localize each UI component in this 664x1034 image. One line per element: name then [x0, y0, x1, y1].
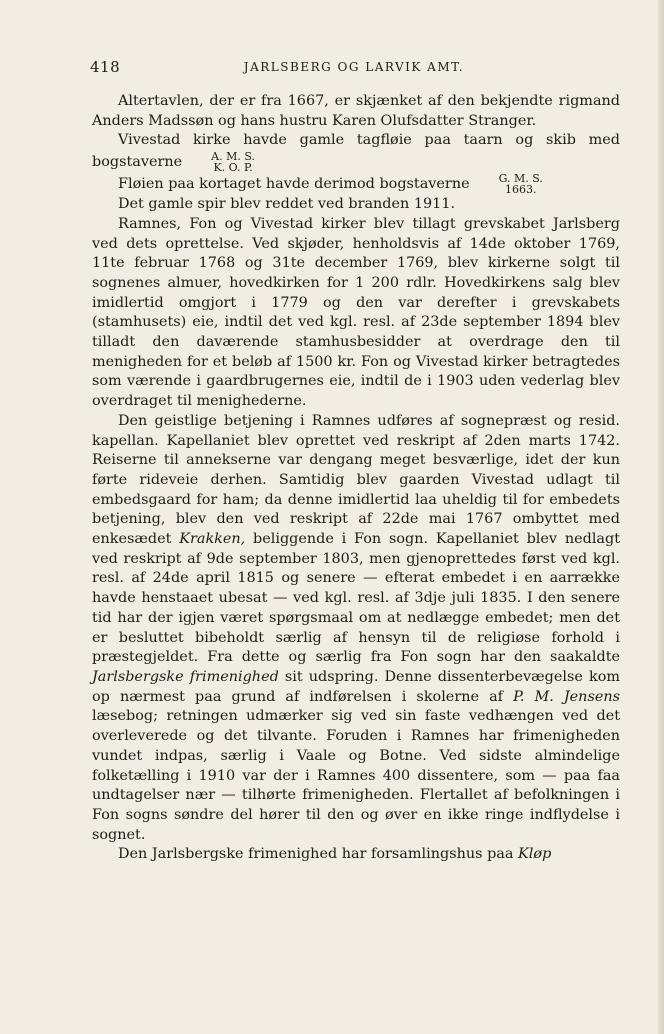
paragraph-kirker-salg: Ramnes, Fon og Vivestad kirker blev tillagt grevskabet Jarlsberg ved dets oprettelse. Ved skjøder, henholdsvis af 14de oktober 1769, 11te februar 1768 og 31te december 1769, blev kirkerne solgt til sognenes almuer, hovedkirken for 1 200 rdlr. Hovedkirkens salg blev imidlertid omgjort i 1779 og den var derefter i grevskabets (stamhusets) eie, indtil det ved kgl. resl. af 23de september 1894 blev tilladt den daværende stamhusbesidder at overdrage den til menigheden for et beløb af 1500 kr. Fon og Vivestad kirker betragtedes som værende i gaardbrugernes eie, indtil de i 1903 uden vederlag blev overdraget til menighederne. [92, 215, 620, 410]
paragraph-kortaget [92, 173, 620, 195]
fraction-top: G. M. S. [498, 172, 543, 186]
text-run: Den Jarlsbergske frimenighed har forsamlingshus paa [118, 846, 514, 863]
term-frimenighed: Jarlsbergske frimenighed [92, 668, 279, 685]
running-title: JARLSBERG OG LARVIK AMT. [243, 60, 465, 74]
page-header [90, 58, 618, 82]
paragraph-forsamlingshus [92, 845, 620, 865]
place-klop: Kløp [518, 846, 552, 863]
name-jensen: P. M. Jensens [513, 688, 621, 705]
text-run: beliggende i Fon sogn. Kapellaniet blev nedlagt ved reskript af 9de september 1803, men gjenoprettedes først ved kgl. resl. af 24de april 1815 og senere — efterat embedet i en aarrække havde henstaaet ubesat — ved kgl. resl. af 3dje juli 1835. I den senere tid har der igjen været spørgsmaal om at nedlægge embedet; men det er besluttet bibeholdt særlig af hensyn til de religiøse forhold i præstegjeldet. Fra dette og særlig fra Fon sogn har den saakaldte [92, 531, 621, 666]
fraction-bottom: 1663. [505, 183, 537, 197]
page-edge [658, 0, 664, 1034]
paragraph-spir: Det gamle spir blev reddet ved branden 1911. [118, 196, 456, 213]
letters-fraction-1 [185, 151, 255, 173]
fraction-top: A. M. S. [211, 150, 255, 164]
text-run: Den geistlige betjening i Ramnes udføres af sognepræst og resid. kapellan. Kapellaniet blev oprettet ved reskript af 2den marts 1742. Reiserne til annekserne var dengang meget besværlige, idet der kun førte rideveie derhen. Samtidig blev gaarden Vivestad udlagt til embedsgaard for ham; da denne imidlertid laa uheldig til for embedets betjening, blev den ved reskript af 22de mai 1767 ombyttet med enkesædet [92, 412, 620, 548]
paragraph-geistlige-betjening [92, 412, 620, 845]
text-run: læsebog; retningen udmærker sig ved sin faste vedhængen ved det overleverede og det tilvante. Foruden i Ramnes har frimenigheden vundet indpas, særlig i Vaale og Botne. Ved sidste almindelige folketælling i 1910 var der i Ramnes 400 dissentere, som — paa faa undtagelser nær — tilhørte frimenigheden. Flertallet af befolkningen i Fon sogns søndre del hører til den og øver en ikke ringe indflydelse i sognet. [92, 708, 620, 843]
paragraph-vivestad-text: Vivestad kirke havde gamle tagfløie paa taarn og skib med bogstaverne [92, 132, 620, 171]
paragraph-altertavlen: Altertavlen, der er fra 1667, er skjænket af den bekjendte rigmand Anders Madssøn og hans hustru Karen Olufsdatter Stranger. [92, 93, 620, 129]
body-text [92, 92, 620, 865]
text-run: sit udspring. Denne dissenterbevægelse kom op nærmest paa grund af indførelsen i skolerne af [92, 668, 621, 705]
place-krakken: Krakken, [179, 531, 246, 548]
page-number: 418 [90, 58, 121, 76]
fraction-bottom: K. O. P. [213, 161, 253, 175]
paragraph-kortaget-text: Fløien paa kortaget havde derimod bogstaverne [118, 176, 470, 193]
paragraph-vivestad-fløie [92, 131, 620, 173]
letters-fraction-2 [473, 173, 543, 195]
